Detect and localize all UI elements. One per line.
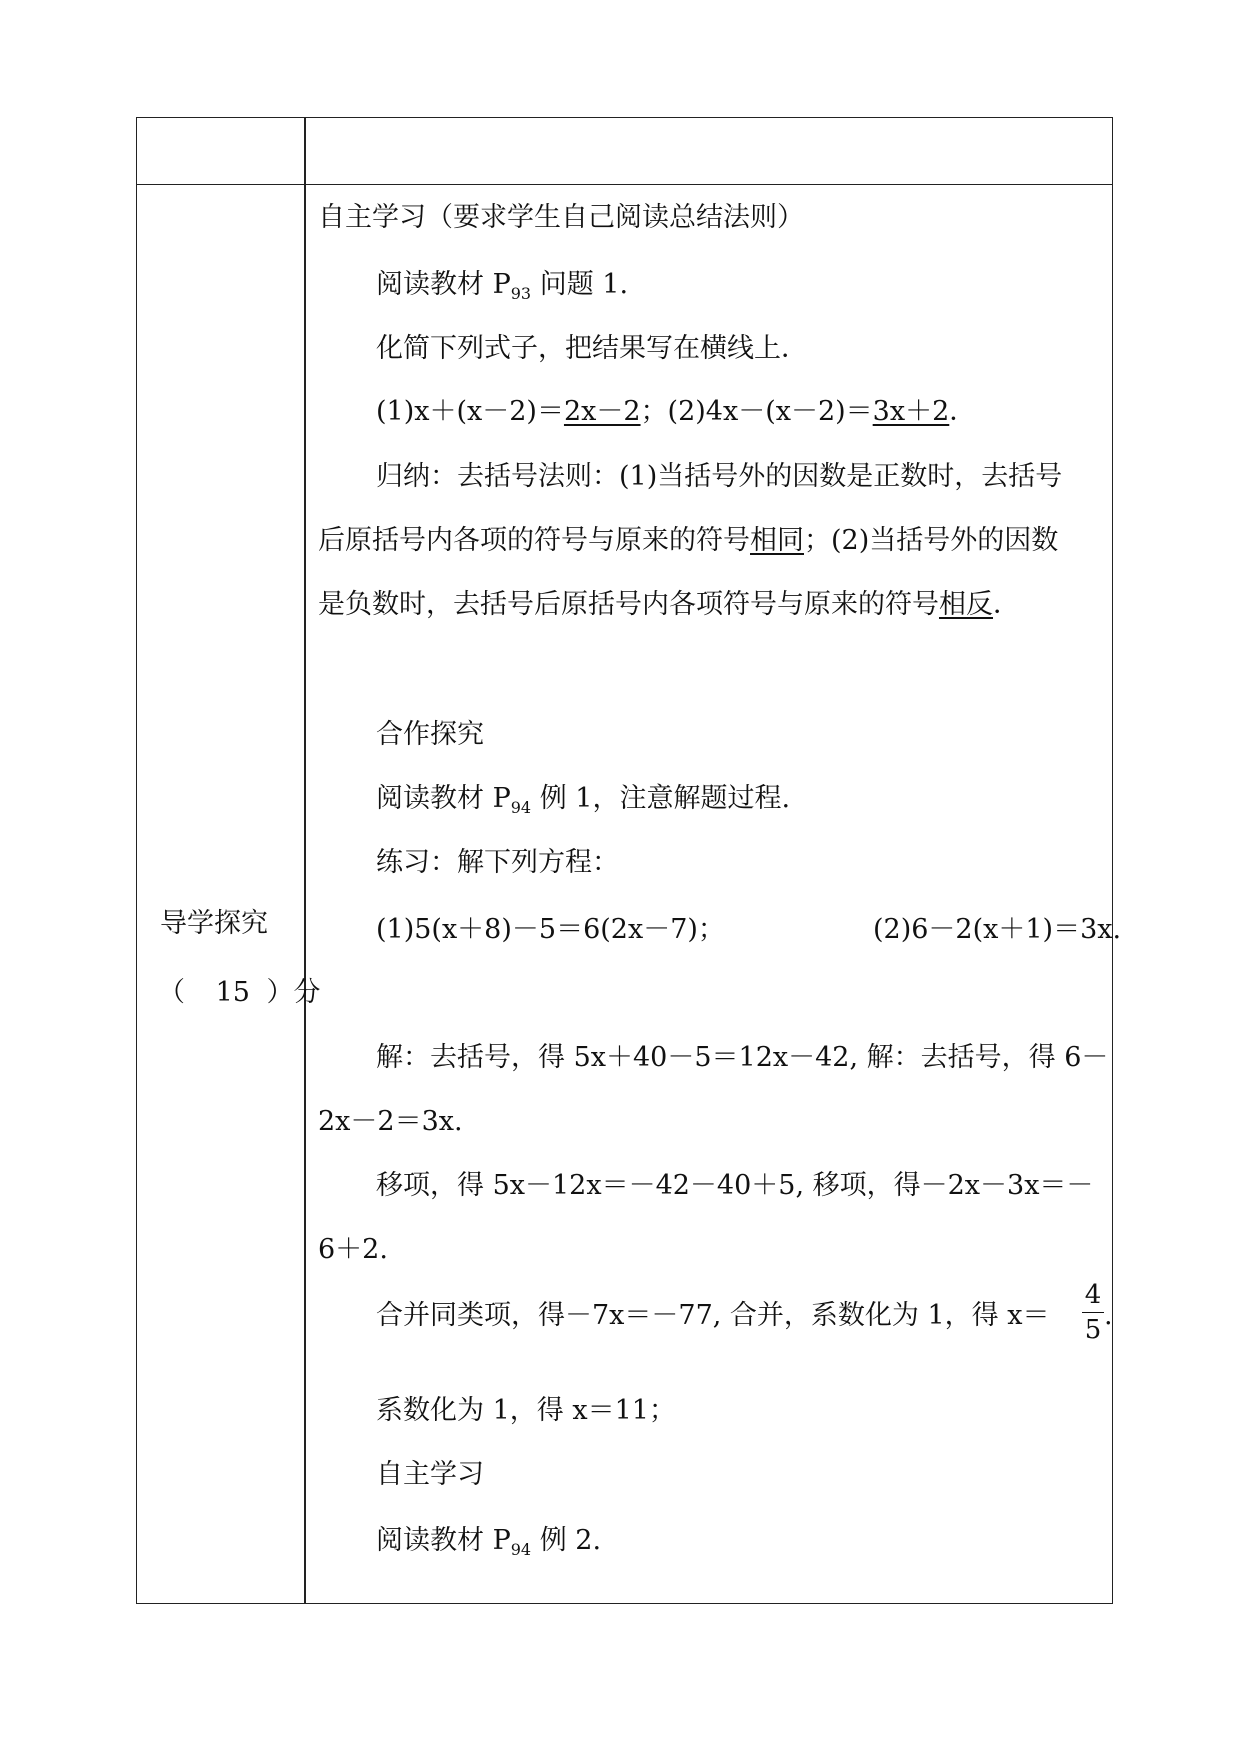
read-textbook-p93: 阅读教材 $P_{93}$ 问题 1. xyxy=(376,269,629,303)
solution-line-6: 系数化为 1，得 x＝11； xyxy=(376,1395,676,1426)
solution-line-1: 解：去括号，得 5x＋40－5＝12x－42, 解：去括号，得 6－ xyxy=(376,1042,1109,1073)
simplify-equations: (1)x＋(x－2)＝2x－2；(2)4x－(x－2)＝3x＋2． xyxy=(376,396,977,427)
read-textbook-p94-ex2: 阅读教材 $P_{94}$ 例 2. xyxy=(376,1525,602,1559)
cooperative-heading: 合作探究 xyxy=(376,719,484,750)
rule-line-1: 归纳：去括号法则：(1)当括号外的因数是正数时，去括号 xyxy=(376,461,1063,492)
simplify-instruction: 化简下列式子，把结果写在横线上． xyxy=(376,333,808,364)
time-value: 15 xyxy=(215,977,250,1008)
time-allocation xyxy=(158,975,321,1011)
rule-blank-opposite: 相反 xyxy=(939,589,993,620)
summary-label: 归纳： xyxy=(376,461,457,492)
solution-line-2: 2x－2＝3x. xyxy=(318,1106,463,1137)
time-close: ）分 xyxy=(266,977,321,1008)
rule-blank-same: 相同 xyxy=(750,525,804,556)
answer-blank-1: 2x－2 xyxy=(563,396,641,427)
rule-line-3: 是负数时，去括号后原括号内各项符号与原来的符号相反． xyxy=(318,589,1020,620)
column-divider xyxy=(304,118,306,1603)
fraction-denominator: 5 xyxy=(1084,1315,1102,1345)
fraction-numerator: 4 xyxy=(1084,1280,1102,1310)
problem-1: (1)5(x＋8)－5＝6(2x－7)； xyxy=(376,914,725,945)
self-study-heading: 自主学习（要求学生自己阅读总结法则） xyxy=(318,202,804,233)
answer-blank-2: 3x＋2 xyxy=(872,396,950,427)
solution-line-5: 合并同类项，得－7x＝－77, 合并，系数化为 1，得 x＝ xyxy=(376,1300,1050,1331)
rule-line-2: 后原括号内各项的符号与原来的符号相同；(2)当括号外的因数 xyxy=(318,525,1059,556)
solution-line-4: 6＋2. xyxy=(318,1234,388,1265)
section-title: 导学探究 xyxy=(160,908,268,939)
problem-2: (2)6－2(x＋1)＝3x. xyxy=(873,914,1122,945)
fraction-period: . xyxy=(1104,1300,1113,1331)
read-textbook-p94-ex1: 阅读教材 $P_{94}$ 例 1，注意解题过程. xyxy=(376,783,791,817)
solution-line-3: 移项，得 5x－12x＝－42－40＋5, 移项，得－2x－3x＝－ xyxy=(376,1170,1094,1201)
practice-label: 练习： xyxy=(376,847,457,878)
time-open: （ xyxy=(158,977,185,1008)
header-row-divider xyxy=(137,184,1112,185)
fraction-answer xyxy=(1082,1280,1104,1345)
self-study-2-heading: 自主学习 xyxy=(376,1459,484,1490)
practice-line: 练习：解下列方程： xyxy=(376,847,619,878)
